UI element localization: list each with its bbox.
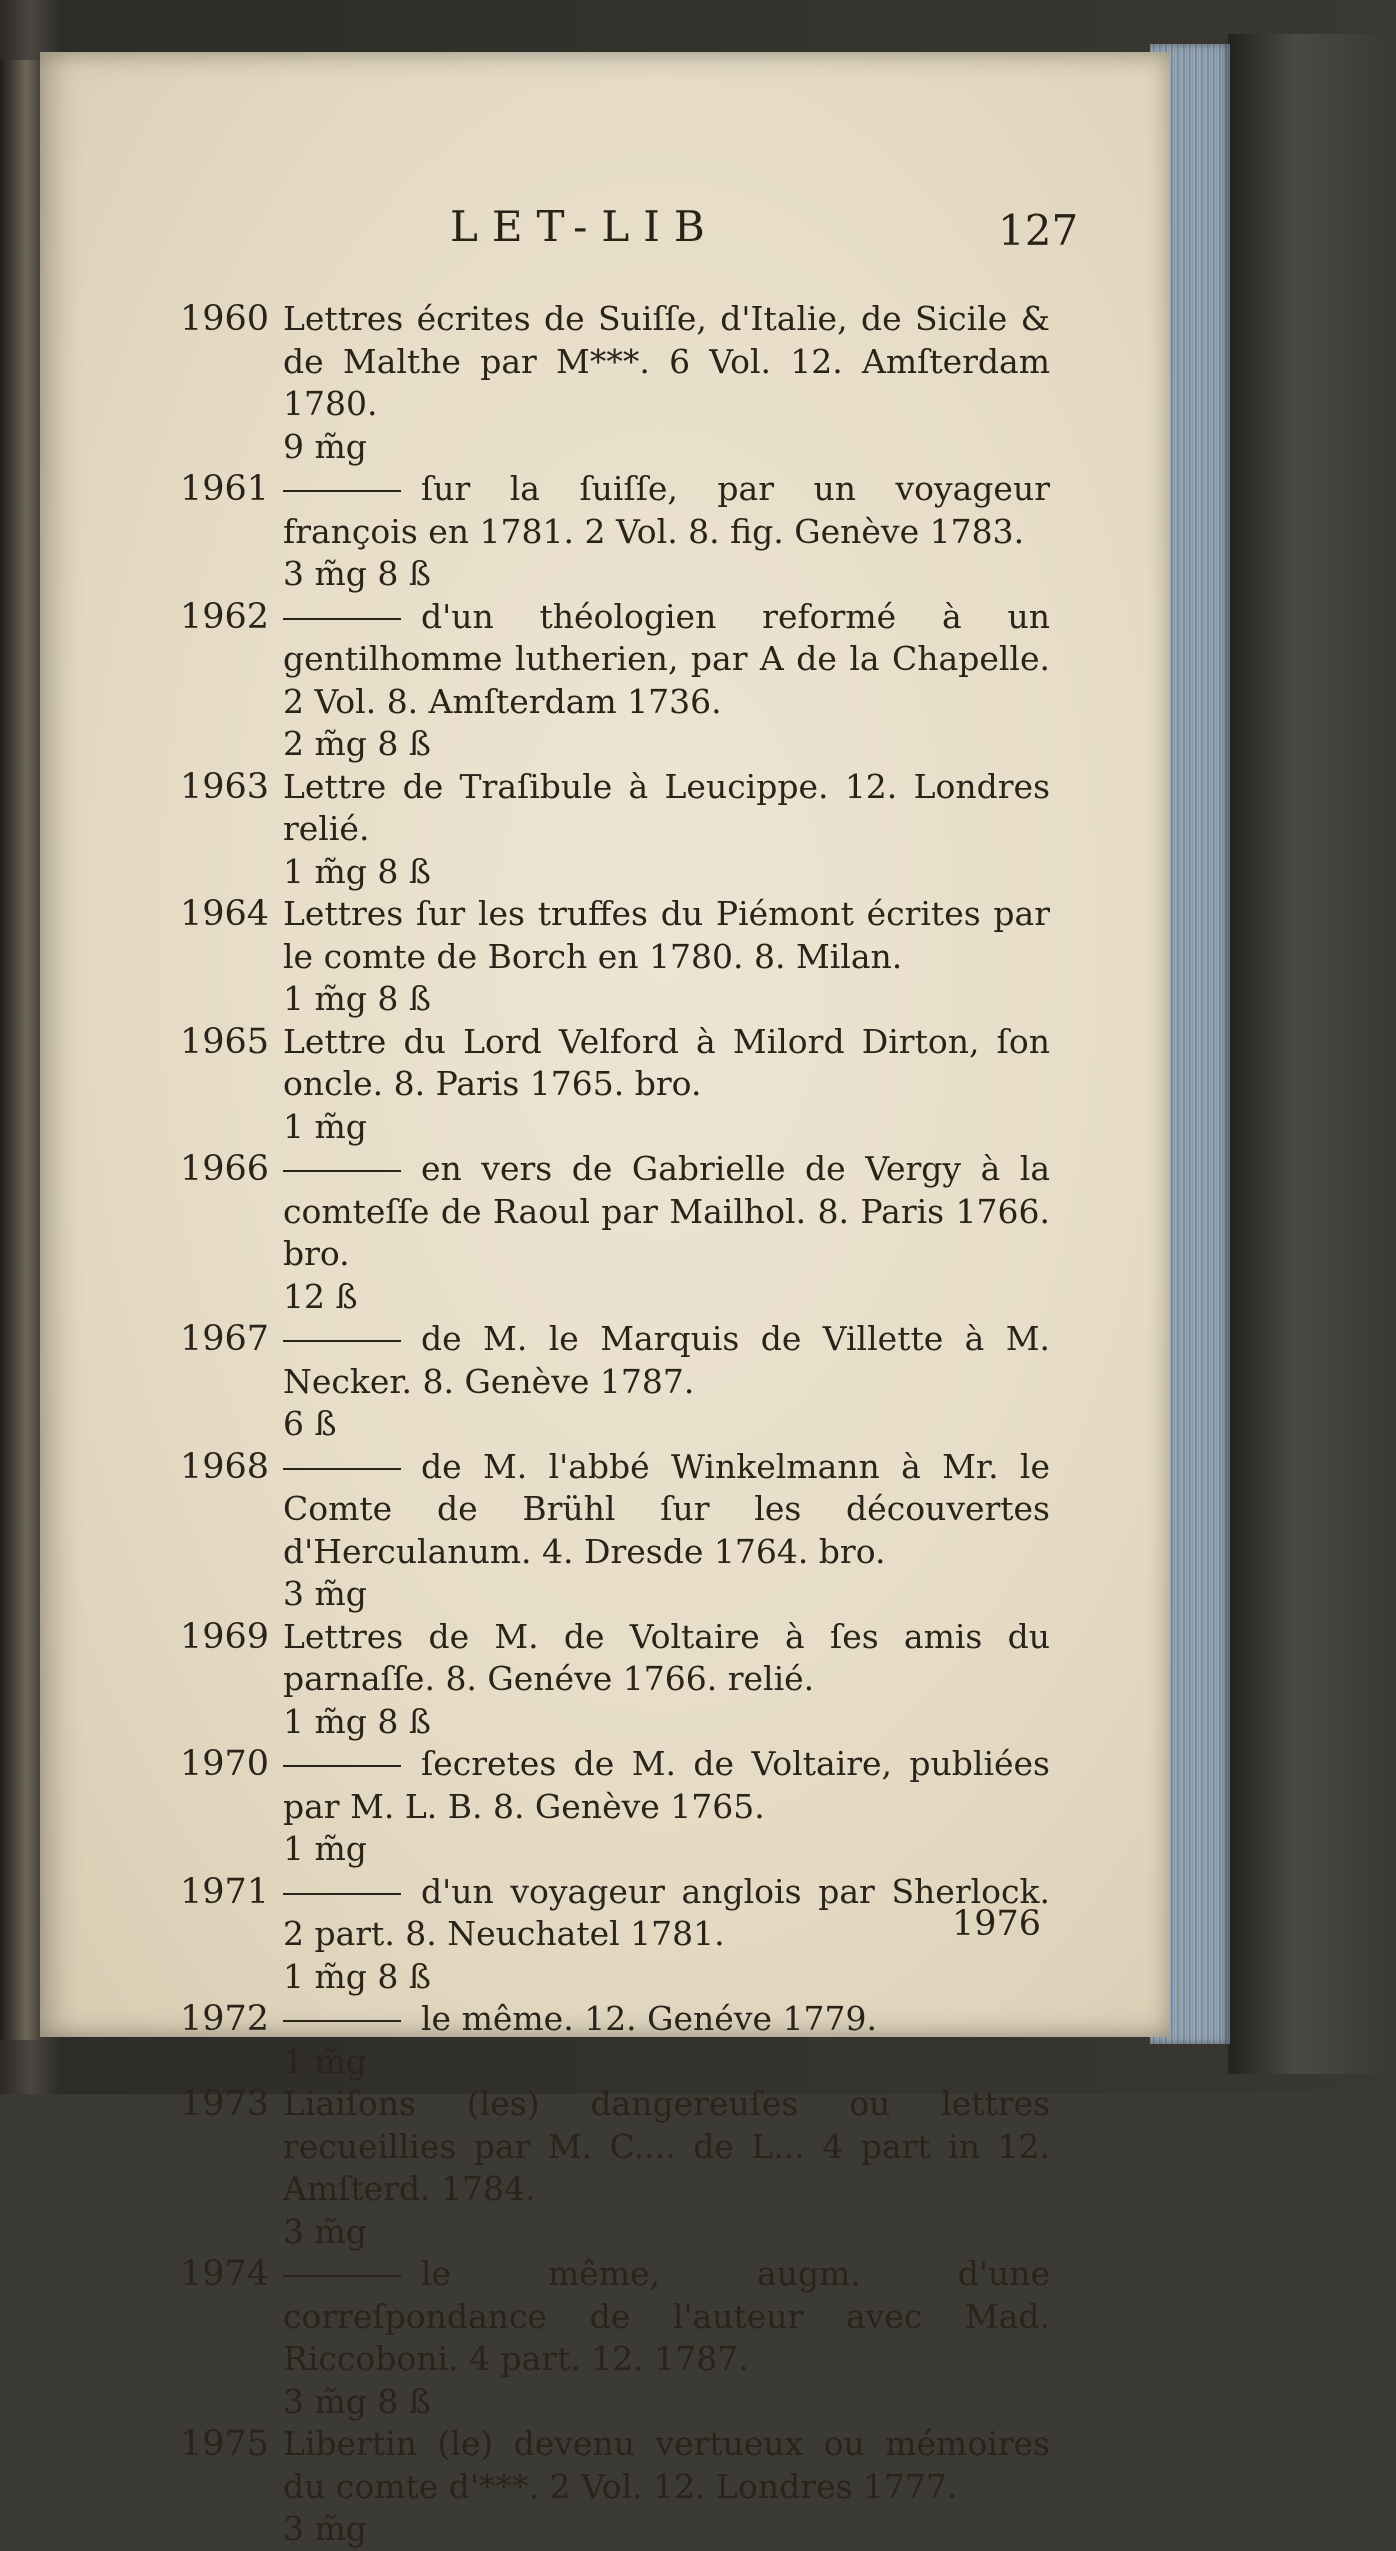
entry-body — [283, 1446, 1050, 1616]
entry-description: Lettres ſur les truffes du Piémont écrites par le comte de Borch en 1780. 8. Milan. — [283, 894, 1050, 976]
ditto-dash — [283, 1893, 401, 1895]
entry-number: 1968 — [180, 1446, 270, 1487]
entry-description: le même, augm. d'une correſpondance de l'auteur avec Mad. Riccoboni. 4 part. 12. 1787. — [283, 2254, 1050, 2378]
entry-price: 2 m̃g 8 ß — [283, 724, 431, 763]
entry-body — [283, 2423, 1050, 2551]
ditto-dash — [283, 2275, 401, 2277]
catalogue-entry — [180, 1148, 1050, 1318]
entry-body — [283, 766, 1050, 894]
catalogue-entry — [180, 2423, 1050, 2551]
entry-body — [283, 298, 1050, 468]
catalogue-entry — [180, 1616, 1050, 1744]
entry-number: 1972 — [180, 1999, 270, 2039]
entry-number: 1969 — [180, 1616, 270, 1657]
entry-number: 1966 — [180, 1149, 270, 1189]
entry-body — [283, 1318, 1050, 1446]
entry-number: 1960 — [180, 299, 270, 339]
ditto-dash — [283, 1468, 401, 1470]
entry-price: 12 ß — [283, 1276, 358, 1316]
entry-number: 1970 — [180, 1744, 270, 1784]
entry-body — [283, 1021, 1050, 1149]
catalogue-entry — [180, 596, 1050, 766]
ditto-dash — [283, 1170, 401, 1172]
entry-price: 1 m̃g — [283, 1106, 367, 1146]
entry-description: Lettre du Lord Velford à Milord Dirton, ſon oncle. 8. Paris 1765. bro. — [283, 1021, 1050, 1103]
entry-price: 3 m̃g 8 ß — [283, 554, 431, 593]
catalogue-entry — [180, 1446, 1050, 1616]
page-header — [40, 202, 1170, 262]
entry-number: 1963 — [180, 766, 270, 807]
entry-number: 1971 — [180, 1871, 270, 1912]
entry-body — [283, 1998, 1050, 2083]
entry-price: 1 m̃g 8 ß — [283, 979, 431, 1018]
catalogue-entry — [180, 2083, 1050, 2253]
entry-price: 1 m̃g — [283, 1829, 367, 1868]
entry-description: de M. l'abbé Winkelmann à Mr. le Comte de Brühl ſur les découvertes d'Herculanum. 4. Dresde 1764. bro. — [283, 1446, 1050, 1571]
entry-description: d'un théologien reformé à un gentilhomme lutherien, par A de la Chapelle. 2 Vol. 8. Amſterdam 1736. — [283, 596, 1050, 721]
catalogue-entry — [180, 1021, 1050, 1149]
ditto-dash — [283, 1340, 401, 1342]
entry-price: 6 ß — [283, 1404, 337, 1443]
page-number: 127 — [998, 206, 1079, 255]
entry-body — [283, 893, 1050, 1021]
catalogue-entry — [180, 1871, 1050, 1999]
catalogue-entry — [180, 1743, 1050, 1871]
entry-number: 1961 — [180, 469, 270, 509]
entry-description: le même. 12. Genéve 1779. — [421, 1999, 877, 2038]
ditto-dash — [283, 1765, 401, 1767]
entry-price: 3 m̃g — [283, 2509, 367, 2548]
entry-description: Lettres de M. de Voltaire à ſes amis du parnaſſe. 8. Genéve 1766. relié. — [283, 1616, 1050, 1698]
ditto-dash — [283, 490, 401, 492]
entry-body — [283, 1743, 1050, 1871]
entry-body — [283, 1616, 1050, 1744]
entry-number: 1975 — [180, 2424, 270, 2464]
entry-body — [283, 468, 1050, 596]
running-title: LET-LIB — [450, 202, 719, 251]
facing-page-edge — [0, 60, 44, 2040]
book-cover-board — [1228, 34, 1396, 2074]
catalogue-entries — [180, 298, 1050, 2551]
entry-body — [283, 2083, 1050, 2253]
entry-price: 9 m̃g — [283, 426, 367, 466]
entry-description: Libertin (le) devenu vertueux ou mémoires du comte d'***. 2 Vol. 12. Londres 1777. — [283, 2424, 1050, 2506]
entry-description: Lettres écrites de Suiſſe, d'Italie, de Sicile & de Malthe par M***. 6 Vol. 12. Amſterdam 1780. — [283, 299, 1050, 423]
entry-number: 1967 — [180, 1319, 270, 1359]
entry-description: en vers de Gabrielle de Vergy à la comteſſe de Raoul par Mailhol. 8. Paris 1766. bro. — [283, 1149, 1050, 1273]
catalogue-entry — [180, 766, 1050, 894]
entry-number: 1973 — [180, 2084, 270, 2124]
entry-price: 3 m̃g — [283, 1574, 367, 1613]
entry-description: Lettre de Traſibule à Leucippe. 12. Londres relié. — [283, 766, 1050, 848]
entry-price: 3 m̃g 8 ß — [283, 2381, 431, 2421]
entry-number: 1962 — [180, 596, 270, 637]
entry-price: 1 m̃g 8 ß — [283, 1956, 431, 1996]
entry-description: ſur la ſuiſſe, par un voyageur françois en 1781. 2 Vol. 8. fig. Genève 1783. — [283, 469, 1050, 551]
entry-body — [283, 596, 1050, 766]
catchword: 1976 — [952, 1904, 1042, 1944]
entry-price: 1 m̃g 8 ß — [283, 851, 431, 891]
entry-number: 1964 — [180, 894, 270, 934]
catalogue-entry — [180, 1318, 1050, 1446]
entry-description: de M. le Marquis de Villette à M. Necker. 8. Genève 1787. — [283, 1319, 1050, 1401]
entry-price: 1 m̃g 8 ß — [283, 1701, 431, 1741]
catalogue-entry — [180, 893, 1050, 1021]
ditto-dash — [283, 618, 401, 620]
catalogue-entry — [180, 1998, 1050, 2083]
entry-description: ſecretes de M. de Voltaire, publiées par M. L. B. 8. Genève 1765. — [283, 1744, 1050, 1826]
book-page — [40, 52, 1170, 2548]
catalogue-entry — [180, 2253, 1050, 2423]
catalogue-entry — [180, 468, 1050, 596]
entry-description: Liaiſons (les) dangereuſes ou lettres recueillies par M. C.... de L... 4 part in 12. Amſterd. 1784. — [283, 2084, 1050, 2208]
entry-description: d'un voyageur anglois par Sherlock. 2 part. 8. Neuchatel 1781. — [283, 1871, 1050, 1953]
entry-body — [283, 1148, 1050, 1318]
entry-number: 1974 — [180, 2254, 270, 2294]
catalogue-entry — [180, 298, 1050, 468]
entry-price: 3 m̃g — [283, 2211, 367, 2251]
ditto-dash — [283, 2020, 401, 2022]
entry-body — [283, 2253, 1050, 2423]
entry-price: 1 m̃g — [283, 2041, 367, 2081]
entry-body — [283, 1871, 1050, 1999]
entry-number: 1965 — [180, 1021, 270, 1062]
